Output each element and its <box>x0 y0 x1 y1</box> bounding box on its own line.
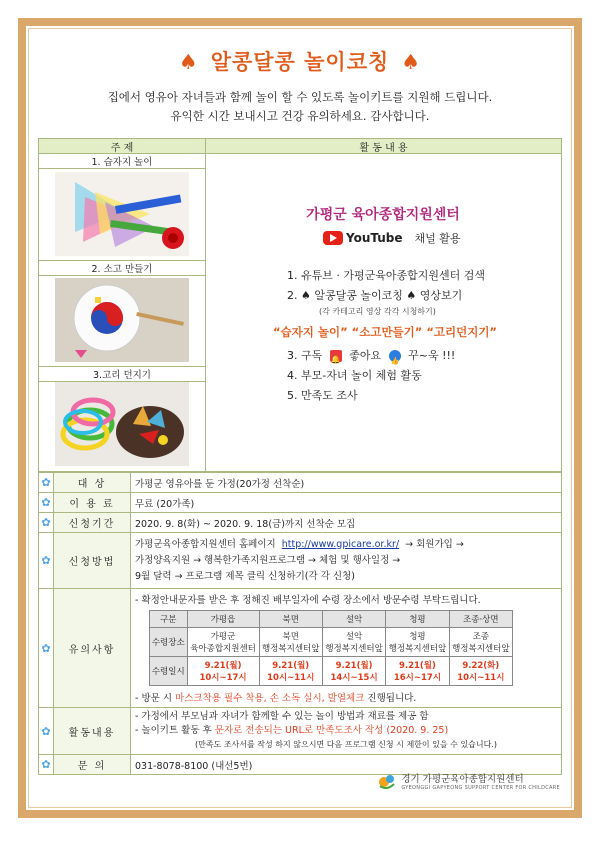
row-fee: ✿ 이 용 료 무료 (20가족) <box>39 493 562 513</box>
topic-label-2: 2. 소고 만들기 <box>39 260 205 276</box>
flower-icon: ✿ <box>39 755 54 775</box>
flower-icon: ✿ <box>39 513 54 533</box>
spade-icon: ♠ <box>178 50 199 74</box>
footer-logo: 경기 가평군육아종합지원센터 GYEONGGI GAPYEONG SUPPORT CENTER FOR CHILDCARE <box>377 771 560 791</box>
drum-photo <box>55 278 189 362</box>
activity-header: 활 동 내 용 <box>359 142 408 154</box>
row-activity: ✿ 활동내용 - 가정에서 부모님과 자녀가 함께할 수 있는 놀이 방법과 재료를 제공 함 - 놀이키트 활동 후 문자로 전송되는 URL로 만족도조사 작성 (2020. 9. 25) (만족도 조사서를 작성 하지 않으시면 다음 프로그램 신청 시 제한이 있을 수 있습니다.) <box>39 708 562 755</box>
topic-column <box>39 154 206 471</box>
row-contact: ✿ 문 의 031-8078-8100 (내선5번) <box>39 755 562 775</box>
homepage-link[interactable]: http://www.gpicare.or.kr/ <box>281 538 400 550</box>
flower-icon: ✿ <box>39 708 54 755</box>
video-titles: “습자지 놀이” “소고만들기” “고리던지기” <box>273 325 497 339</box>
flower-icon: ✿ <box>39 493 54 513</box>
step-1: 1. 유튜브 · 가평군육아종합지원센터 검색 <box>287 269 485 282</box>
pickup-table: 구분 가평읍 북면 설악 청평 조종·상면 수령장소 가평군 육아종합지원센터 북면 행정복지센터앞 설악 행정복지센터앞 청평 행정복지센터앞 조종 행정복지센터앞 수령일시 9.21(월) 10시~17시 9.21(월) 10시~11시 9.21(월) 14시~15시 9.21(월) 16시~17시 9.22(화) 10시~11시 <box>149 610 513 686</box>
step-3: 3. 구독 🔔 좋아요 👍 꾸~욱 !!! <box>287 346 497 366</box>
flower-icon: ✿ <box>39 533 54 589</box>
row-target: ✿ 대 상 가평군 영유아를 둔 가정(20가정 선착순) <box>39 473 562 493</box>
row-notes: ✿ 유의사항 - 확정안내문자를 받은 후 정해진 배부일자에 수령 장소에서 방문수령 부탁드립니다. 구분 가평읍 북면 설악 청평 조종·상면 수령장소 가평군 육아종합지원센터 북면 행정복지센터앞 설악 행정복지센터앞 청평 행정복지센터앞 조종 행정복지센터앞 수령일시 9.21(월) 10시~17시 9.21(월) 10시~11시 9.21(월) 14시~15시 9.21(월) 16시~17시 9.22(화) 10시~11시 - 방문 시 마스크착용 필수 착용, 손 소독 실시, 발열체크 진행됩니다. <box>39 589 562 708</box>
activity-steps <box>273 266 497 406</box>
table-header <box>38 138 562 154</box>
step-5: 5. 만족도 조사 <box>287 389 358 402</box>
flower-icon: ✿ <box>39 473 54 493</box>
subscribe-bell-icon <box>330 350 342 362</box>
info-table <box>38 472 562 775</box>
youtube-row <box>323 230 461 246</box>
step-2: 2. ♠ 알콩달콩 놀이코칭 ♠ 영상보기 <box>287 289 463 302</box>
thumbs-up-icon <box>389 350 401 362</box>
ring-toss-photo <box>55 382 189 466</box>
topic-label-1: 1. 습자지 놀이 <box>39 154 205 169</box>
youtube-icon <box>323 231 343 245</box>
step-2-note: (각 카테고리 영상 각각 시청하기) <box>319 307 436 316</box>
row-period: ✿ 신청기간 2020. 9. 8(화) ~ 2020. 9. 18(금)까지 선착순 모집 <box>39 513 562 533</box>
spade-icon: ♠ <box>401 50 422 74</box>
program-panel <box>38 154 562 472</box>
row-method: ✿ 신청방법 가평군육아종합지원센터 홈페이지 http://www.gpicare.or.kr/ → 회원가입 → 가정양육지원 → 행복한가족지원프로그램 → 체험 및 행사일정 → 9월 달력 → 프로그램 제목 클릭 신청하기(각 각 신청) <box>39 533 562 589</box>
center-logo-icon <box>377 773 397 789</box>
flower-icon: ✿ <box>39 589 54 708</box>
topic-label-3: 3.고리 던지기 <box>39 366 205 382</box>
intro-text: 집에서 영유아 자녀들과 함께 놀이 할 수 있도록 놀이키트를 지원해 드립니다. 유익한 시간 보내시고 건강 유의하세요. 감사합니다. <box>107 90 493 123</box>
center-name: 가평군 육아종합지원센터 <box>306 207 460 223</box>
channel-text: 채널 활용 <box>414 232 461 245</box>
page-title: ♠ 알콩달콩 놀이코칭 ♠ <box>178 50 422 74</box>
step-4: 4. 부모-자녀 놀이 체험 활동 <box>287 369 422 382</box>
youtube-wordmark: YouTube <box>346 231 403 245</box>
activity-column <box>205 154 561 471</box>
topic-header: 주 제 <box>39 139 206 153</box>
tissue-paper-photo <box>55 172 189 256</box>
